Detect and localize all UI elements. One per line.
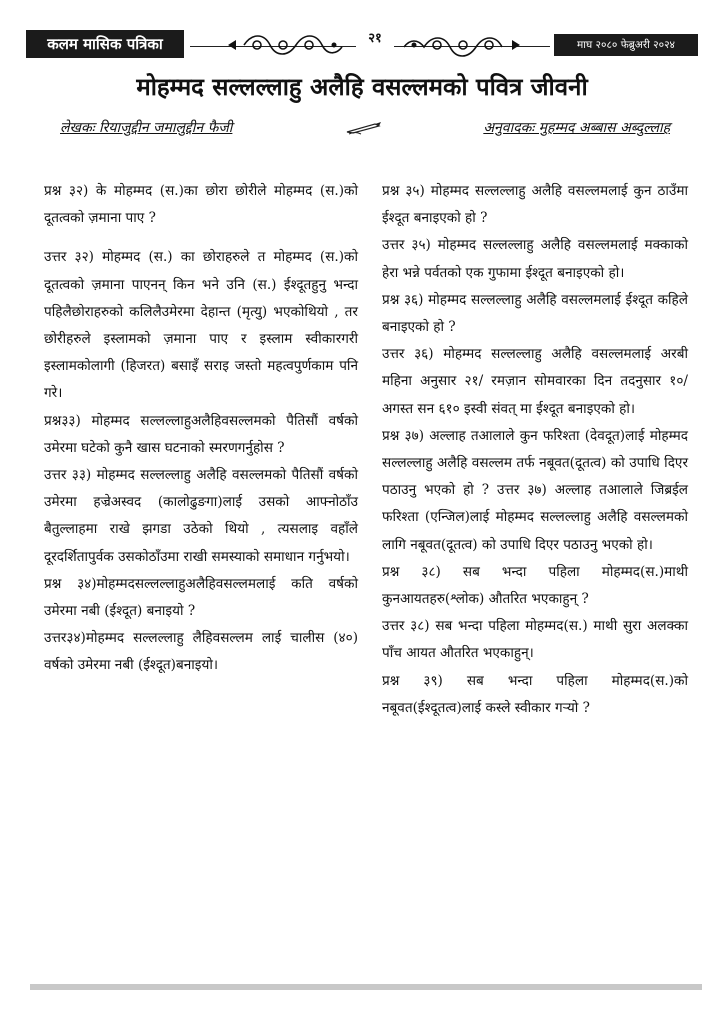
footer-rule (30, 984, 702, 990)
byline (60, 118, 670, 142)
qa-paragraph: प्रश्न३३) मोहम्मद सल्लल्लाहुअलैहिवसल्लमको पैतिसौं वर्षको उमेरमा घटेको कुनै खास घटनाको स्मरणगर्नुहोस ? (44, 412, 358, 456)
left-column (44, 178, 358, 680)
translator-credit: अनुवादकः मुहम्मद अब्बास अब्दुल्लाह (483, 120, 670, 136)
article-title: मोहम्मद सल्लल्लाहु अलैहि वसल्लमको पवित्र जीवनी (136, 72, 588, 101)
qa-paragraph: उत्तर३४)मोहम्मद सल्लल्लाहु लैहिवसल्लम लाई चालीस (४०) वर्षको उमेरमा नबी (ईश्दूत)बनाइयो। (44, 630, 358, 674)
qa-paragraph: उत्तर ३८) सब भन्दा पहिला मोहम्मद(स.) माथी सुरा अलक्का पाँच आयत औतरित भएकाहुन्। (382, 618, 688, 662)
qa-paragraph: उत्तर ३५) मोहम्मद सल्लल्लाहु अलैहि वसल्लमलाई मक्काको हेरा भन्ने पर्वतको एक गुफामा ईश्दूत बनाइएको हो। (382, 237, 688, 281)
qa-paragraph: उत्तर ३३) मोहम्मद सल्लल्लाहु अलैहि वसल्लमको पैतिसौं वर्षको उमेरमा हज्रेअस्वद (कालोढुङगा)लाई उसको आफ्नोठाँउ बैतुल्लाहमा राखे झगडा उठेको थियो , त्यसलाइ वहाँले दूरदर्शितापुर्वक उसकोठाँउमा राखी समस्याको समाधान गर्नुभयो। (44, 467, 358, 565)
qa-paragraph: प्रश्न ३८) सब भन्दा पहिला मोहम्मद(स.)माथी कुनआयतहरु(श्लोक) औतरित भएकाहुन् ? (382, 563, 688, 608)
issue-date: माघ २०८० फेब्रुअरी २०२४ (554, 34, 698, 56)
page-number: २१ (356, 26, 394, 48)
qa-paragraph: प्रश्न ३४)मोहम्मदसल्लल्लाहुअलैहिवसल्लमलाई कति वर्षको उमेरमा नबी (ईश्दूत) बनाइयो ? (44, 575, 358, 620)
qa-paragraph: प्रश्न ३२) के मोहम्मद (स.)का छोरा छोरीले मोहम्मद (स.)को दूतत्वको ज़माना पाए ? (44, 183, 358, 227)
qa-paragraph: प्रश्न ३७) अल्लाह तआलाले कुन फरिश्ता (देवदूत)लाई मोहम्मद सल्लल्लाहु अलैहि वसल्लम तर्फ नबूवत(दूतत्व) को उपाधि दिएर पठाउनु भएको हो ? उत्तर ३७) अल्लाह तआलाले जिब्रईल फरिश्ता (एन्जिल)लाई मोहम्मद सल्लल्लाहु अलैहि वसल्लमको लागि नबूवत(दूतत्व) को उपाधि दिएर पठाउनु भएको हो। (382, 427, 688, 553)
right-column (382, 178, 688, 722)
magazine-name: कलम मासिक पत्रिका (26, 30, 184, 58)
pen-icon (345, 120, 385, 136)
qa-paragraph: प्रश्न ३९) सब भन्दा पहिला मोहम्मद(स.)को नबूवत(ईश्दूतत्व)लाई कस्ले स्वीकार गऱ्यो ? (382, 672, 688, 716)
qa-paragraph: उत्तर ३२) मोहम्मद (स.) का छोराहरुले त मोहम्मद (स.)को दूतत्वको ज़माना पाएनन् किन भने उनि (स.) ईश्दूतहुनु भन्दा पहिलैछोराहरुको कलिलैउमेरमा देहान्त (मृत्यु) भएकोथियो , तर छोरीहरुले इस्लामको ज़माना पाए र इस्लाम स्वीकारगरी इस्लामकोलागी (हिजरत) बसाइँ सराइ जस्तो महत्वपुर्णकाम पनि गरे। (44, 249, 358, 402)
author-credit: लेखकः रियाजुद्दीन जमालुद्दीन फैजी (60, 120, 233, 136)
qa-paragraph: उत्तर ३६) मोहम्मद सल्लल्लाहु अलैहि वसल्लमलाई अरबी महिना अनुसार २१/ रमज़ान सोमवारका दिन तदनुसार १०/अगस्त सन ६१० इस्वी संवत् मा ईश्दूत बनाइएको हो। (382, 346, 688, 417)
qa-paragraph: प्रश्न ३५) मोहम्मद सल्लल्लाहु अलैहि वसल्लमलाई कुन ठाउँमा ईश्दूत बनाइएको हो ? (382, 183, 688, 227)
qa-paragraph: प्रश्न ३६) मोहम्मद सल्लल्लाहु अलैहि वसल्लमलाई ईश्दूत कहिले बनाइएको हो ? (382, 291, 688, 336)
page-header (26, 30, 698, 60)
